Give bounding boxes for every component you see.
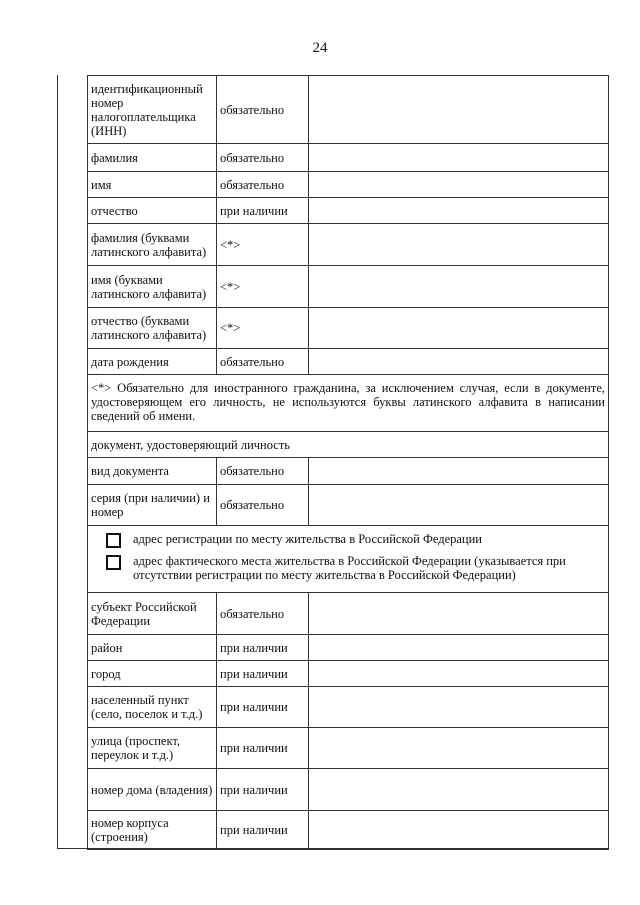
field-value-input[interactable]: [309, 635, 608, 660]
field-value-input[interactable]: [309, 349, 608, 374]
footnote-row: [87, 374, 609, 431]
checkbox-label: адрес регистрации по месту жительства в Российской Федерации: [133, 532, 482, 546]
table-row: [87, 143, 609, 171]
field-label: вид документа: [88, 458, 217, 484]
field-requirement: обязательно: [217, 458, 309, 484]
section-header: документ, удостоверяющий личность: [91, 437, 291, 452]
table-row: [87, 75, 609, 143]
field-requirement: при наличии: [217, 811, 309, 849]
table-row: [87, 686, 609, 727]
field-label: отчество: [88, 198, 217, 223]
field-value-input[interactable]: [309, 266, 608, 307]
field-value-input[interactable]: [309, 687, 608, 727]
field-label: субъект Российской Федерации: [88, 593, 217, 634]
field-requirement: обязательно: [217, 172, 309, 197]
field-label: фамилия: [88, 144, 217, 171]
field-requirement: обязательно: [217, 144, 309, 171]
field-requirement: при наличии: [217, 198, 309, 223]
field-value-input[interactable]: [309, 144, 608, 171]
checkbox[interactable]: [106, 555, 121, 570]
field-requirement: обязательно: [217, 76, 309, 143]
table-row: [87, 810, 609, 850]
table-row: [87, 634, 609, 660]
field-value-input[interactable]: [309, 76, 608, 143]
field-requirement: при наличии: [217, 687, 309, 727]
field-value-input[interactable]: [309, 811, 608, 849]
table-row: [87, 592, 609, 634]
field-label: улица (проспект, переулок и т.д.): [88, 728, 217, 768]
section-header-row: [87, 431, 609, 457]
field-value-input[interactable]: [309, 485, 608, 525]
field-label: номер дома (владения): [88, 769, 217, 810]
field-value-input[interactable]: [309, 172, 608, 197]
field-label: серия (при наличии) и номер: [88, 485, 217, 525]
field-requirement: <*>: [217, 266, 309, 307]
field-value-input[interactable]: [309, 198, 608, 223]
page-number: 24: [312, 40, 328, 56]
field-requirement: при наличии: [217, 635, 309, 660]
field-label: имя (буквами латинского алфавита): [88, 266, 217, 307]
field-requirement: при наличии: [217, 769, 309, 810]
table-row: [87, 457, 609, 484]
field-value-input[interactable]: [309, 224, 608, 265]
table-row: [87, 307, 609, 348]
table-row: [87, 223, 609, 265]
table-row: [87, 768, 609, 810]
field-value-input[interactable]: [309, 728, 608, 768]
table-row: [87, 197, 609, 223]
field-requirement: при наличии: [217, 728, 309, 768]
field-requirement: при наличии: [217, 661, 309, 686]
field-value-input[interactable]: [309, 769, 608, 810]
table-row: [87, 348, 609, 374]
field-value-input[interactable]: [309, 593, 608, 634]
address-type-row: [87, 525, 609, 592]
table-row: [87, 265, 609, 307]
checkbox[interactable]: [106, 533, 121, 548]
field-label: фамилия (буквами латинского алфавита): [88, 224, 217, 265]
field-requirement: обязательно: [217, 485, 309, 525]
field-label: имя: [88, 172, 217, 197]
field-value-input[interactable]: [309, 661, 608, 686]
address-type-option[interactable]: [88, 554, 608, 582]
field-label: населенный пункт (село, поселок и т.д.): [88, 687, 217, 727]
field-label: идентификационный номер налогоплательщика (ИНН): [88, 76, 217, 143]
field-label: номер корпуса (строения): [88, 811, 217, 849]
table-row: [87, 484, 609, 525]
field-label: дата рождения: [88, 349, 217, 374]
field-requirement: <*>: [217, 308, 309, 348]
address-type-option[interactable]: [88, 532, 608, 548]
field-label: город: [88, 661, 217, 686]
footnote-text: <*> Обязательно для иностранного гражданина, за исключением случая, если в документе, удостоверяющем его личность, не используются буквы латинского алфавита в написании сведений об имени.: [91, 381, 605, 423]
checkbox-label: адрес фактического места жительства в Российской Федерации (указывается при отсутствии регистрации по месту жительства в Российской Федерации): [133, 554, 566, 582]
table-row: [87, 660, 609, 686]
table-row: [87, 727, 609, 768]
field-value-input[interactable]: [309, 458, 608, 484]
field-value-input[interactable]: [309, 308, 608, 348]
field-requirement: <*>: [217, 224, 309, 265]
field-requirement: обязательно: [217, 593, 309, 634]
field-label: отчество (буквами латинского алфавита): [88, 308, 217, 348]
table-row: [87, 171, 609, 197]
field-requirement: обязательно: [217, 349, 309, 374]
field-label: район: [88, 635, 217, 660]
